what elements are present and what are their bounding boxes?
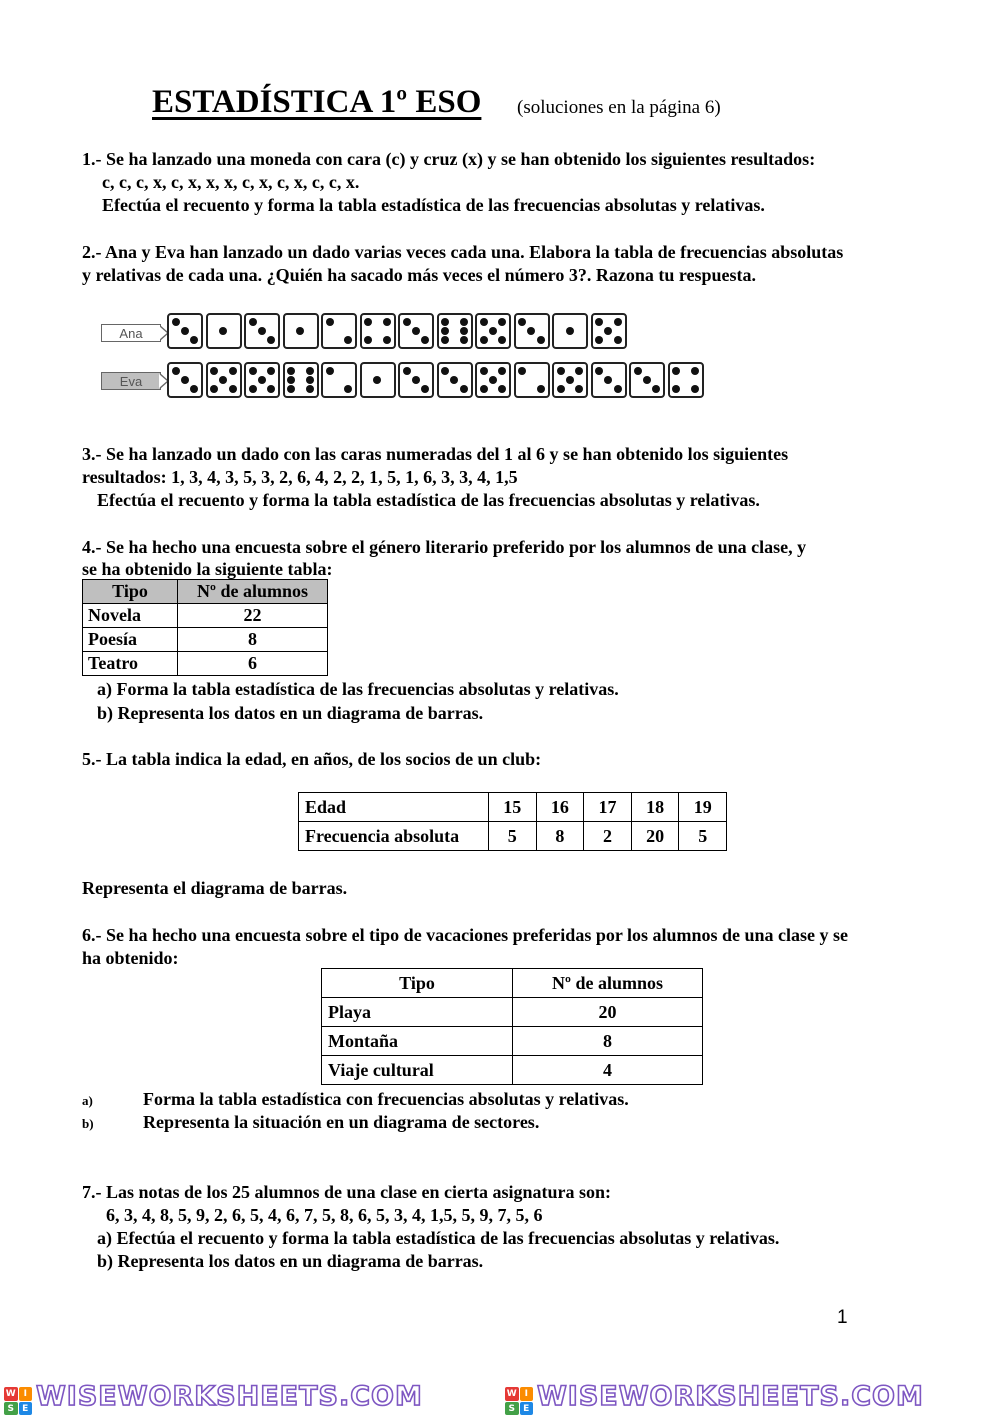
dice-pip bbox=[537, 385, 545, 393]
dice-pip bbox=[460, 327, 468, 335]
q7-item-b: b) Representa los datos en un diagrama de barras. bbox=[97, 1251, 484, 1271]
q5-cell: 5 bbox=[489, 822, 537, 851]
dice-pip bbox=[306, 367, 314, 375]
q4-cell: 22 bbox=[178, 604, 328, 628]
ana-die-2 bbox=[321, 313, 357, 349]
watermark-group bbox=[505, 1381, 924, 1415]
eva-die-2 bbox=[514, 362, 550, 398]
dice-pip bbox=[595, 318, 603, 326]
dice-pip bbox=[306, 376, 314, 384]
q6-cell: 4 bbox=[513, 1056, 703, 1085]
q2-line-2: y relativas de cada una. ¿Quién ha sacado más veces el número 3?. Razona tu respuesta. bbox=[82, 265, 757, 285]
table-row bbox=[83, 652, 328, 676]
logo-letter: I bbox=[520, 1387, 534, 1401]
dice-pip bbox=[344, 385, 352, 393]
q5-row-label: Edad bbox=[299, 793, 489, 822]
q3-line-1: 3.- Se ha lanzado un dado con las caras numeradas del 1 al 6 y se han obtenido los siguientes bbox=[82, 444, 789, 464]
dice-pip bbox=[210, 385, 218, 393]
eva-die-4 bbox=[668, 362, 704, 398]
table-row bbox=[299, 793, 727, 822]
q4-cell: 6 bbox=[178, 652, 328, 676]
dice-pip bbox=[364, 318, 372, 326]
dice-pip bbox=[229, 367, 237, 375]
ana-die-1 bbox=[283, 313, 319, 349]
table-row bbox=[83, 628, 328, 652]
eva-die-3 bbox=[398, 362, 434, 398]
q4-cell: Teatro bbox=[83, 652, 178, 676]
dice-pip bbox=[518, 318, 526, 326]
ana-die-1 bbox=[552, 313, 588, 349]
dice-pip bbox=[344, 336, 352, 344]
dice-pip bbox=[634, 367, 642, 375]
q4-header-cell: Nº de alumnos bbox=[178, 580, 328, 604]
dice-pip bbox=[210, 367, 218, 375]
dice-pip bbox=[604, 376, 612, 384]
ana-die-5 bbox=[591, 313, 627, 349]
table-row bbox=[322, 1027, 703, 1056]
dice-pip bbox=[258, 376, 266, 384]
q4-table-header bbox=[83, 580, 328, 604]
dice-pip bbox=[364, 336, 372, 344]
dice-pip bbox=[172, 318, 180, 326]
watermark-group bbox=[4, 1381, 423, 1415]
dice-pip bbox=[518, 367, 526, 375]
dice-pip bbox=[181, 327, 189, 335]
dice-pip bbox=[460, 336, 468, 344]
dice-pip bbox=[412, 376, 420, 384]
dice-pip bbox=[441, 318, 449, 326]
ana-die-3 bbox=[244, 313, 280, 349]
q6-item-b: Representa la situación en un diagrama de sectores. bbox=[143, 1112, 540, 1132]
dice-pip bbox=[249, 318, 257, 326]
q5-cell: 16 bbox=[536, 793, 584, 822]
eva-label-text: Eva bbox=[119, 373, 143, 389]
q1-line-3: Efectúa el recuento y forma la tabla estadística de las frecuencias absolutas y relativas. bbox=[102, 195, 765, 215]
q3-line-2: resultados: 1, 3, 4, 3, 5, 3, 2, 6, 4, 2, 2, 1, 5, 1, 6, 3, 3, 4, 1,5 bbox=[82, 467, 518, 487]
logo-letter: I bbox=[19, 1387, 33, 1401]
q4-cell: Novela bbox=[83, 604, 178, 628]
dice-pip bbox=[373, 376, 381, 384]
q6-cell: 20 bbox=[513, 998, 703, 1027]
q5-cell: 19 bbox=[679, 793, 727, 822]
dice-pip bbox=[498, 367, 506, 375]
q5-cell: 20 bbox=[631, 822, 679, 851]
dice-pip bbox=[480, 336, 488, 344]
q3-line-3: Efectúa el recuento y forma la tabla estadística de las frecuencias absolutas y relativas. bbox=[97, 490, 760, 510]
dice-pip bbox=[287, 385, 295, 393]
dice-pip bbox=[267, 385, 275, 393]
logo-letter: E bbox=[19, 1402, 33, 1415]
q7-line-1: 7.- Las notas de los 25 alumnos de una clase en cierta asignatura son: bbox=[82, 1182, 612, 1202]
logo-letter: E bbox=[520, 1402, 534, 1415]
eva-die-1 bbox=[360, 362, 396, 398]
eva-die-2 bbox=[321, 362, 357, 398]
dice-pip bbox=[219, 376, 227, 384]
wise-logo-icon bbox=[4, 1387, 32, 1415]
dice-pip bbox=[403, 318, 411, 326]
dice-pip bbox=[672, 367, 680, 375]
dice-pip bbox=[412, 327, 420, 335]
eva-die-3 bbox=[591, 362, 627, 398]
dice-pip bbox=[267, 336, 275, 344]
q5-cell: 17 bbox=[584, 793, 632, 822]
dice-pip bbox=[441, 336, 449, 344]
table-row bbox=[322, 969, 703, 998]
logo-letter: W bbox=[506, 1389, 517, 1400]
dice-pip bbox=[566, 376, 574, 384]
q6-table bbox=[321, 968, 703, 1085]
dice-pip bbox=[604, 327, 612, 335]
dice-pip bbox=[691, 367, 699, 375]
dice-pip bbox=[614, 336, 622, 344]
q5-row-label: Frecuencia absoluta bbox=[299, 822, 489, 851]
dice-pip bbox=[287, 367, 295, 375]
q7-item-a: a) Efectúa el recuento y forma la tabla estadística de las frecuencias absolutas y relativas. bbox=[97, 1228, 780, 1248]
page-title: ESTADÍSTICA 1º ESO bbox=[152, 84, 482, 120]
dice-pip bbox=[480, 367, 488, 375]
dice-pip bbox=[267, 367, 275, 375]
dice-pip bbox=[480, 318, 488, 326]
logo-letter: S bbox=[505, 1402, 519, 1415]
ana-die-5 bbox=[475, 313, 511, 349]
dice-pip bbox=[421, 336, 429, 344]
ana-die-1 bbox=[206, 313, 242, 349]
q4-line-1: 4.- Se ha hecho una encuesta sobre el género literario preferido por los alumnos de una clase, y bbox=[82, 537, 807, 557]
dice-pip bbox=[489, 376, 497, 384]
dice-pip bbox=[480, 385, 488, 393]
ana-die-3 bbox=[398, 313, 434, 349]
eva-die-3 bbox=[167, 362, 203, 398]
q5-cell: 5 bbox=[679, 822, 727, 851]
ana-die-3 bbox=[167, 313, 203, 349]
dice-pip bbox=[219, 327, 227, 335]
dice-pip bbox=[691, 385, 699, 393]
ana-dice-row bbox=[167, 313, 627, 349]
dice-pip bbox=[643, 376, 651, 384]
dice-pip bbox=[258, 327, 266, 335]
q6-line-1: 6.- Se ha hecho una encuesta sobre el tipo de vacaciones preferidas por los alumnos de una clase y se bbox=[82, 925, 849, 945]
dice-pip bbox=[249, 367, 257, 375]
dice-pip bbox=[383, 318, 391, 326]
eva-die-3 bbox=[629, 362, 665, 398]
q4-cell: 8 bbox=[178, 628, 328, 652]
dice-pip bbox=[460, 385, 468, 393]
q4-table bbox=[82, 579, 328, 676]
dice-pip bbox=[672, 385, 680, 393]
q6-cell: Viaje cultural bbox=[322, 1056, 513, 1085]
dice-pip bbox=[575, 385, 583, 393]
q6-item-a: Forma la tabla estadística con frecuencias absolutas y relativas. bbox=[143, 1089, 629, 1109]
dice-pip bbox=[249, 385, 257, 393]
dice-pip bbox=[498, 385, 506, 393]
dice-pip bbox=[652, 385, 660, 393]
dice-pip bbox=[326, 367, 334, 375]
dice-pip bbox=[489, 327, 497, 335]
dice-pip bbox=[229, 385, 237, 393]
page-number: 1 bbox=[837, 1307, 848, 1328]
q1-line-1: 1.- Se ha lanzado una moneda con cara (c) y cruz (x) y se han obtenido los siguientes resultados: bbox=[82, 149, 816, 169]
q5-cell: 15 bbox=[489, 793, 537, 822]
q6-cell: Montaña bbox=[322, 1027, 513, 1056]
dice-pip bbox=[595, 336, 603, 344]
dice-pip bbox=[450, 376, 458, 384]
dice-pip bbox=[557, 367, 565, 375]
ana-die-6 bbox=[437, 313, 473, 349]
q6-item-a-mark: a) bbox=[82, 1093, 93, 1108]
q6-item-b-mark: b) bbox=[82, 1116, 94, 1131]
q5-cell: 8 bbox=[536, 822, 584, 851]
page-subtitle: (soluciones en la página 6) bbox=[517, 97, 721, 118]
dice-pip bbox=[190, 385, 198, 393]
table-row bbox=[83, 604, 328, 628]
q6-cell: Playa bbox=[322, 998, 513, 1027]
dice-pip bbox=[403, 367, 411, 375]
dice-pip bbox=[326, 318, 334, 326]
dice-pip bbox=[498, 336, 506, 344]
ana-label-text: Ana bbox=[119, 325, 143, 341]
q4-line-2: se ha obtenido la siguiente tabla: bbox=[82, 559, 333, 579]
dice-pip bbox=[441, 367, 449, 375]
dice-pip bbox=[383, 336, 391, 344]
dice-pip bbox=[566, 327, 574, 335]
q5-line-1: 5.- La tabla indica la edad, en años, de los socios de un club: bbox=[82, 749, 542, 769]
eva-die-3 bbox=[437, 362, 473, 398]
eva-die-5 bbox=[475, 362, 511, 398]
dice-pip bbox=[575, 367, 583, 375]
eva-label bbox=[101, 372, 161, 390]
ana-die-4 bbox=[360, 313, 396, 349]
wise-logo-icon bbox=[505, 1387, 533, 1415]
q6-line-2: ha obtenido: bbox=[82, 948, 179, 968]
dice-pip bbox=[537, 336, 545, 344]
q6-cell: 8 bbox=[513, 1027, 703, 1056]
q4-item-a: a) Forma la tabla estadística de las frecuencias absolutas y relativas. bbox=[97, 679, 619, 699]
logo-letter: S bbox=[4, 1402, 18, 1415]
table-row bbox=[299, 822, 727, 851]
watermark-text: WISEWORKSHEETS.COM bbox=[537, 1381, 924, 1412]
dice-pip bbox=[527, 327, 535, 335]
q5-line-2: Representa el diagrama de barras. bbox=[82, 878, 348, 898]
dice-pip bbox=[498, 318, 506, 326]
dice-pip bbox=[441, 327, 449, 335]
eva-dice-row bbox=[167, 362, 704, 398]
ana-label bbox=[101, 324, 161, 342]
dice-pip bbox=[614, 385, 622, 393]
watermark-text: WISEWORKSHEETS.COM bbox=[36, 1381, 423, 1412]
dice-pip bbox=[460, 318, 468, 326]
dice-pip bbox=[614, 318, 622, 326]
eva-die-6 bbox=[283, 362, 319, 398]
dice-pip bbox=[595, 367, 603, 375]
dice-pip bbox=[557, 385, 565, 393]
table-row bbox=[322, 998, 703, 1027]
q4-header-cell: Tipo bbox=[83, 580, 178, 604]
q5-table bbox=[298, 792, 727, 851]
eva-die-5 bbox=[206, 362, 242, 398]
dice-pip bbox=[306, 385, 314, 393]
q4-item-b: b) Representa los datos en un diagrama de barras. bbox=[97, 703, 484, 723]
q5-cell: 2 bbox=[584, 822, 632, 851]
dice-pip bbox=[421, 385, 429, 393]
q6-header-cell: Tipo bbox=[322, 969, 513, 998]
dice-pip bbox=[172, 367, 180, 375]
dice-pip bbox=[181, 376, 189, 384]
table-row bbox=[322, 1056, 703, 1085]
q7-line-2: 6, 3, 4, 8, 5, 9, 2, 6, 5, 4, 6, 7, 5, 8, 6, 5, 3, 4, 1,5, 5, 9, 7, 5, 6 bbox=[106, 1205, 543, 1225]
dice-pip bbox=[296, 327, 304, 335]
q2-line-1: 2.- Ana y Eva han lanzado un dado varias veces cada una. Elabora la tabla de frecuencias absolutas bbox=[82, 242, 844, 262]
q5-cell: 18 bbox=[631, 793, 679, 822]
dice-pip bbox=[190, 336, 198, 344]
logo-letter: W bbox=[5, 1389, 16, 1400]
dice-pip bbox=[287, 376, 295, 384]
eva-die-5 bbox=[244, 362, 280, 398]
ana-die-3 bbox=[514, 313, 550, 349]
q1-line-2: c, c, c, x, c, x, x, x, c, x, c, x, c, c, x. bbox=[102, 172, 360, 192]
q6-header-cell: Nº de alumnos bbox=[513, 969, 703, 998]
eva-die-5 bbox=[552, 362, 588, 398]
q4-cell: Poesía bbox=[83, 628, 178, 652]
footer-watermark[interactable] bbox=[0, 1378, 1000, 1413]
